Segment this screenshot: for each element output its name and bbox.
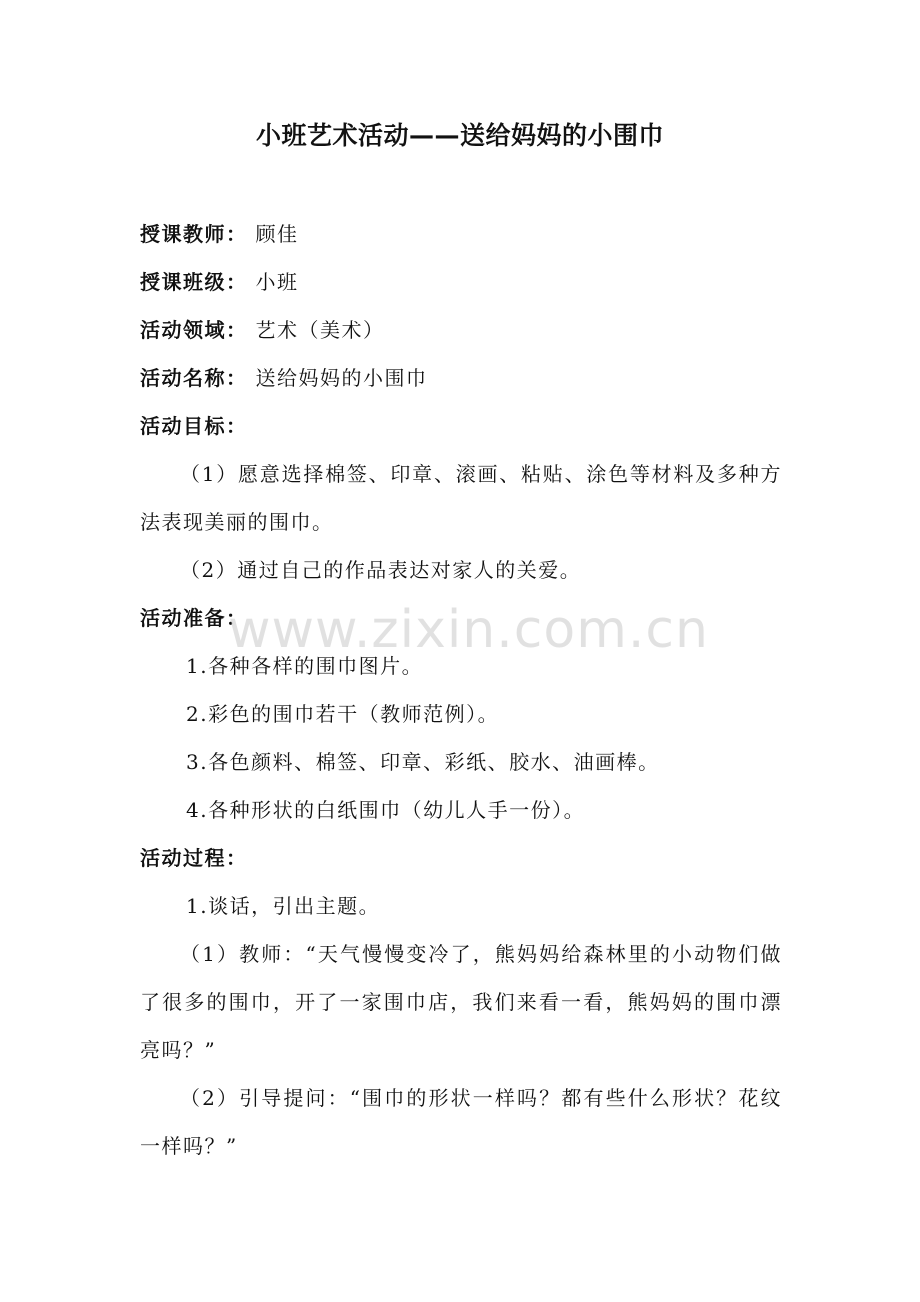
info-label: 活动名称： [140,366,248,390]
info-value: 送给妈妈的小围巾 [255,366,428,390]
watermark: www.zixin.com.cn [228,600,709,660]
info-teacher [140,210,782,258]
goal-item: （1）愿意选择棉签、印章、滚画、粘贴、涂色等材料及多种方法表现美丽的围巾。 [140,462,782,534]
preparation-item: 2.彩色的围巾若干（教师范例）。 [186,702,500,726]
info-value: 顾佳 [255,222,299,246]
info-value: 小班 [255,270,299,294]
info-label: 授课教师： [140,222,248,246]
document-title: 小班艺术活动——送给妈妈的小围巾 [255,121,664,150]
info-label: 授课班级： [140,270,248,294]
process-heading: 活动过程： [140,846,248,870]
info-class [140,258,782,306]
info-value: 艺术（美术） [255,318,385,342]
goal-item: （2）通过自己的作品表达对家人的关爱。 [180,558,582,582]
document-body [140,210,782,1170]
preparation-item: 1.各种各样的围巾图片。 [186,654,424,678]
preparation-heading: 活动准备： [140,606,248,630]
goals-heading: 活动目标： [140,414,248,438]
info-activity-name [140,354,782,402]
info-label: 活动领域： [140,318,248,342]
preparation-item: 4.各种形状的白纸围巾（幼儿人手一份）。 [186,798,586,822]
process-paragraph: （2）引导提问：“围巾的形状一样吗？都有些什么形状？花纹一样吗？” [140,1086,782,1158]
process-paragraph: （1）教师：“天气慢慢变冷了，熊妈妈给森林里的小动物们做了很多的围巾，开了一家围巾店，我们来看一看，熊妈妈的围巾漂亮吗？” [140,942,782,1062]
info-domain [140,306,782,354]
process-step: 1.谈话，引出主题。 [186,894,381,918]
preparation-item: 3.各色颜料、棉签、印章、彩纸、胶水、油画棒。 [186,750,660,774]
